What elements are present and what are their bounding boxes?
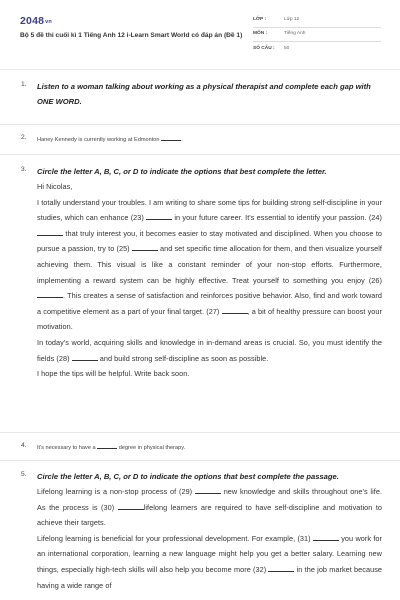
question-list xyxy=(0,70,400,600)
meta-label: MÔN : xyxy=(253,31,268,36)
meta-row-subject xyxy=(253,28,381,42)
text-segment: In today's world, acquiring skills and knowledge in in-demand areas is crucial. So, you must identify the fields (28) xyxy=(37,337,382,363)
question-text xyxy=(37,442,382,451)
text-segment: new knowledge and skills throughout one's life. As the process is (30) xyxy=(37,487,383,512)
answer-blank-26[interactable] xyxy=(37,291,63,298)
question-text-part: It's necessary to have a xyxy=(37,445,96,451)
text-segment: in the job market because having a wide range of xyxy=(37,564,382,590)
letter-closing: I hope the tips will be helpful. Write back soon. xyxy=(37,369,190,379)
passage-paragraph-1 xyxy=(37,484,382,531)
text-segment: . This creates a sense of satisfaction and reinforces positive behavior. Also, find and work toward a competitive element as a part of your final target. (27) xyxy=(37,291,382,316)
letter-paragraph-1 xyxy=(37,195,382,335)
letter-paragraph-2 xyxy=(37,335,382,366)
question-3 xyxy=(0,155,400,433)
letter-greeting: Hi Nicolas, xyxy=(37,182,73,191)
text-segment: in your future career. It's essential to identify your passion. (24) xyxy=(174,213,383,223)
text-segment: that truly interest you, it becomes easier to stay motivated and disciplined. When you choose to pursue a passion, try to (25) xyxy=(37,228,383,254)
question-2 xyxy=(0,125,400,155)
answer-blank-29[interactable] xyxy=(195,487,221,494)
meta-row-question-count xyxy=(253,43,381,57)
answer-blank[interactable] xyxy=(97,442,117,449)
document-header xyxy=(0,0,400,70)
question-4 xyxy=(0,433,400,461)
answer-blank-23[interactable] xyxy=(146,213,172,220)
text-segment: , a bit of healthy pressure can boost your motivation. xyxy=(37,306,383,332)
text-segment: Lifelong learning is a non-stop process of (29) xyxy=(37,487,193,496)
question-number: 1. xyxy=(21,81,27,88)
meta-value: Tiếng Anh xyxy=(284,31,306,36)
answer-blank-27[interactable] xyxy=(222,307,248,314)
logo-suffix: vn xyxy=(45,19,52,25)
answer-blank-31[interactable] xyxy=(313,534,339,541)
answer-blank-25[interactable] xyxy=(132,244,158,251)
question-5 xyxy=(0,461,400,600)
meta-value: 50 xyxy=(284,46,290,51)
meta-row-class xyxy=(253,14,381,28)
meta-label: LỚP : xyxy=(253,17,267,22)
answer-blank-24[interactable] xyxy=(37,229,63,236)
question-number: 3. xyxy=(21,166,27,173)
answer-blank-30[interactable] xyxy=(118,503,144,510)
question-instruction: Listen to a woman talking about working as a physical therapist and complete each gap with ONE WORD. xyxy=(37,82,371,106)
question-instruction: Circle the letter A, B, C, or D to indicate the options that best complete the letter. xyxy=(37,167,327,176)
question-text-part: Haney Kennedy is currently working at Edmonton xyxy=(37,137,160,143)
question-number: 4. xyxy=(21,442,27,449)
passage-paragraph-2 xyxy=(37,531,382,593)
text-segment: you work for an international corporation, learning a new language might help you get a better salary. Learning new things, especially high-tech skills will also help you become more (32) xyxy=(37,533,383,574)
site-logo[interactable] xyxy=(20,15,52,27)
question-text-part: degree in physical therapy. xyxy=(118,445,186,451)
answer-blank-32[interactable] xyxy=(268,565,294,572)
text-segment: and set specific time allocation for them, and then visualize yourself achieving them. This visual is like a constant reminder of your non-stop efforts. Furthermore, implementing a reward system can be highly effective. Treat yourself to something you enjoy (26) xyxy=(37,244,383,285)
meta-value: Lớp 12 xyxy=(284,17,300,22)
answer-blank-28[interactable] xyxy=(72,354,98,361)
document-title: Bộ 5 đề thi cuối kì 1 Tiếng Anh 12 i-Learn Smart World có đáp án (Đề 1) xyxy=(20,32,243,39)
question-number: 2. xyxy=(21,134,27,141)
text-segment: lifelong learners are required to have self-discipline and motivation to achieve their targets. xyxy=(37,502,383,528)
question-text: Haney Kennedy is currently working at Edmonton . xyxy=(37,134,382,143)
meta-label: SỐ CÂU : xyxy=(253,46,275,51)
text-segment: and build strong self-discipline as soon as possible. xyxy=(99,353,269,363)
logo-number: 2048 xyxy=(20,15,45,27)
question-number: 5. xyxy=(21,471,27,478)
answer-blank[interactable] xyxy=(161,134,181,141)
question-instruction: Circle the letter A, B, C, or D to indicate the options that best complete the passage. xyxy=(37,472,339,481)
text-segment: I totally understand your troubles. I am writing to share some tips for building strong self-discipline in your studies, which can enhance (23) xyxy=(37,197,382,223)
question-1 xyxy=(0,70,400,125)
text-segment: Lifelong learning is beneficial for your professional development. For example, (31) xyxy=(37,533,311,543)
